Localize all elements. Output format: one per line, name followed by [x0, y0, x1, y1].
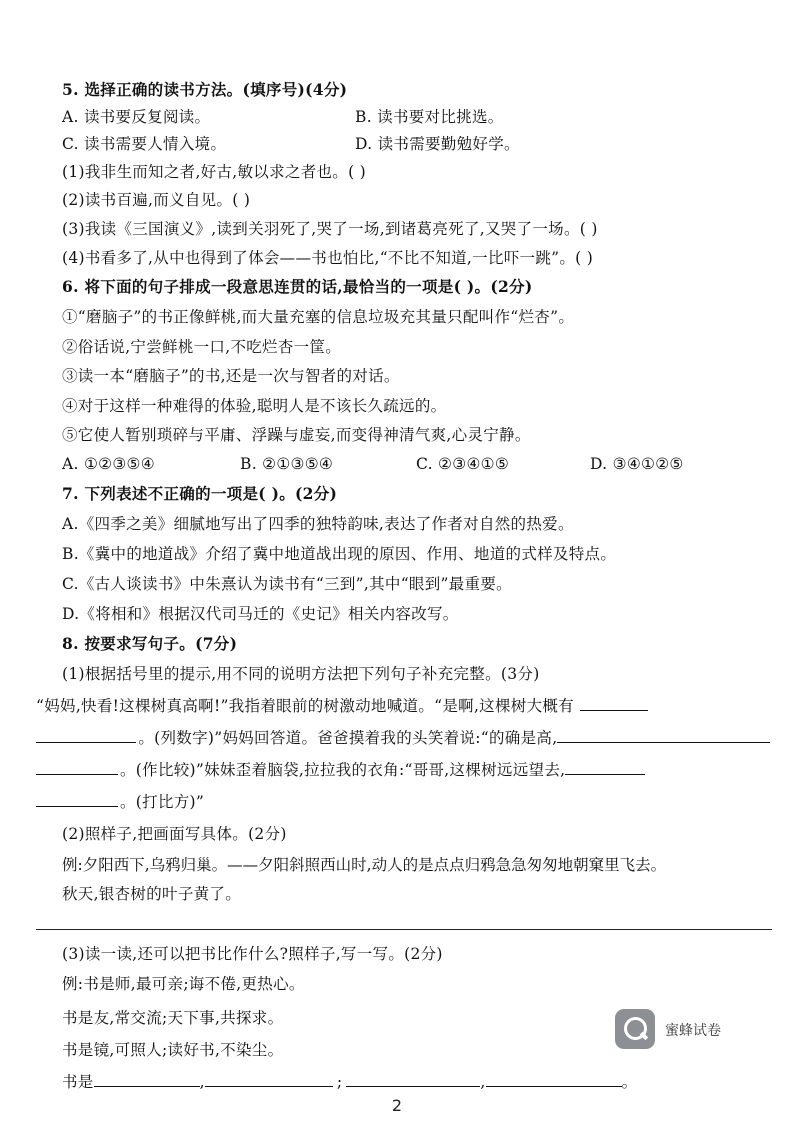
q6-option-d: D. ③④①②⑤	[590, 455, 684, 473]
q8-part3-example: 例:书是师,最可亲;诲不倦,更热心。	[62, 975, 305, 993]
q5-options-row-1	[62, 107, 770, 127]
q8-part1-line-3	[36, 760, 770, 780]
q5-title: 5. 选择正确的读书方法。(填序号)(4分)	[62, 80, 348, 99]
q5-item-2: (2)读书百遍,而义自见。( )	[62, 191, 251, 209]
q8-part3-start: 书是	[62, 1073, 94, 1091]
q7-option-d: D.《将相和》根据汉代司马迁的《史记》相关内容改写。	[62, 605, 459, 623]
page-number: 2	[391, 1096, 403, 1115]
q6-options	[62, 454, 770, 474]
answer-blank-4[interactable]	[36, 760, 118, 775]
q8-part3-line-1: 书是友,常交流;天下事,共探求。	[62, 1009, 284, 1027]
q6-sentence-1: ①“磨脑子”的书正像鲜桃,而大量充塞的信息垃圾充其量只配叫作“烂杏”。	[62, 308, 575, 326]
q7-title: 7. 下列表述不正确的一项是( )。(2分)	[62, 484, 338, 503]
answer-blank-9[interactable]	[346, 1072, 480, 1087]
logo-tail	[640, 1032, 648, 1040]
q5-item-4: (4)书看多了,从中也得到了体会——书也怕比,“不比不知道,一比吓一跳”。( )	[62, 249, 594, 267]
q6-option-b: B. ②①③⑤④	[240, 455, 334, 473]
answer-blank-1[interactable]	[580, 696, 648, 711]
brand-watermark: 蜜蜂试卷	[665, 1023, 721, 1039]
answer-blank-6[interactable]	[36, 792, 118, 807]
q5-item-1: (1)我非生而知之者,好古,敏以求之者也。( )	[62, 163, 367, 181]
q8-part3-title: (3)读一读,还可以把书比作什么?照样子,写一写。(2分)	[62, 945, 443, 963]
q7-option-c: C.《古人谈读书》中朱熹认为读书有“三到”,其中“眼到”最重要。	[62, 575, 512, 593]
q8-part1-line-1	[36, 696, 770, 716]
q8-part1-line-4	[36, 792, 770, 812]
q6-sentence-3: ③读一本“磨脑子”的书,还是一次与智者的对话。	[62, 367, 400, 385]
q5-item-3: (3)我读《三国演义》,读到关羽死了,哭了一场,到诸葛亮死了,又哭了一场。( )	[62, 220, 598, 238]
q7-option-b: B.《冀中的地道战》介绍了冀中地道战出现的原因、作用、地道的式样及特点。	[62, 545, 617, 563]
q8-part1-text-4: 。(打比方)”	[120, 793, 205, 811]
q8-part2-title: (2)照样子,把画面写具体。(2分)	[62, 825, 287, 843]
q8-part1-text-1: “妈妈,快看!这棵树真高啊!”我指着眼前的树激动地喊道。“是啊,这棵树大概有	[36, 697, 574, 715]
answer-blank-7[interactable]	[94, 1072, 200, 1087]
q7-option-a: A.《四季之美》细腻地写出了四季的独特韵味,表达了作者对自然的热爱。	[62, 515, 574, 533]
q6-title: 6. 将下面的句子排成一段意思连贯的话,最恰当的一项是( )。(2分)	[62, 277, 533, 296]
answer-blank-8[interactable]	[205, 1072, 333, 1087]
answer-blank-3[interactable]	[557, 728, 770, 743]
q6-sentence-2: ②俗话说,宁尝鲜桃一口,不吃烂杏一筐。	[62, 338, 342, 356]
q8-part2-task: 秋天,银杏树的叶子黄了。	[62, 885, 242, 903]
q8-part1-text-2: 。(列数字)”妈妈回答道。爸爸摸着我的头笑着说:“的确是高,	[138, 729, 558, 747]
q8-part1-title: (1)根据括号里的提示,用不同的说明方法把下列句子补充完整。(3分)	[62, 665, 540, 683]
q5-option-d: D. 读书需要勤勉好学。	[355, 135, 520, 153]
q5-option-c: C. 读书需要人情入境。	[62, 135, 227, 153]
q6-sentence-5: ⑤它使人暂别琐碎与平庸、浮躁与虚妄,而变得神清气爽,心灵宁静。	[62, 426, 531, 444]
q8-part3-comma-1: ,	[199, 1073, 205, 1091]
q6-sentence-4: ④对于这样一种难得的体验,聪明人是不该长久疏远的。	[62, 397, 447, 415]
q8-part3-end: 。	[621, 1073, 638, 1091]
q5-options-row-2	[62, 134, 770, 154]
answer-blank-10[interactable]	[486, 1072, 622, 1087]
q5-option-a: A. 读书要反复阅读。	[62, 108, 211, 126]
q8-part2-answer-line[interactable]	[36, 929, 772, 930]
answer-blank-5[interactable]	[565, 760, 645, 775]
q6-option-c: C. ②③④①⑤	[416, 455, 510, 473]
q8-part3-answer-row	[62, 1072, 770, 1092]
q8-part1-text-3: 。(作比较)”妹妹歪着脑袋,拉拉我的衣角:“哥哥,这棵树远远望去,	[120, 761, 566, 779]
q8-part3-comma-2: ,	[480, 1073, 486, 1091]
q8-part3-line-2: 书是镜,可照人;读好书,不染尘。	[62, 1041, 284, 1059]
q8-title: 8. 按要求写句子。(7分)	[62, 634, 238, 653]
q6-option-a: A. ①②③⑤④	[62, 455, 155, 473]
q8-part3-semicolon: ;	[336, 1073, 343, 1091]
q8-part2-example: 例:夕阳西下,乌鸦归巢。——夕阳斜照西山时,动人的是点点归鸦急急匆匆地朝窠里飞去。	[62, 856, 667, 874]
answer-blank-2[interactable]	[36, 728, 136, 743]
q5-option-b: B. 读书要对比挑选。	[355, 108, 504, 126]
magnifier-logo-icon	[615, 1009, 655, 1049]
q8-part1-line-2	[36, 728, 770, 748]
